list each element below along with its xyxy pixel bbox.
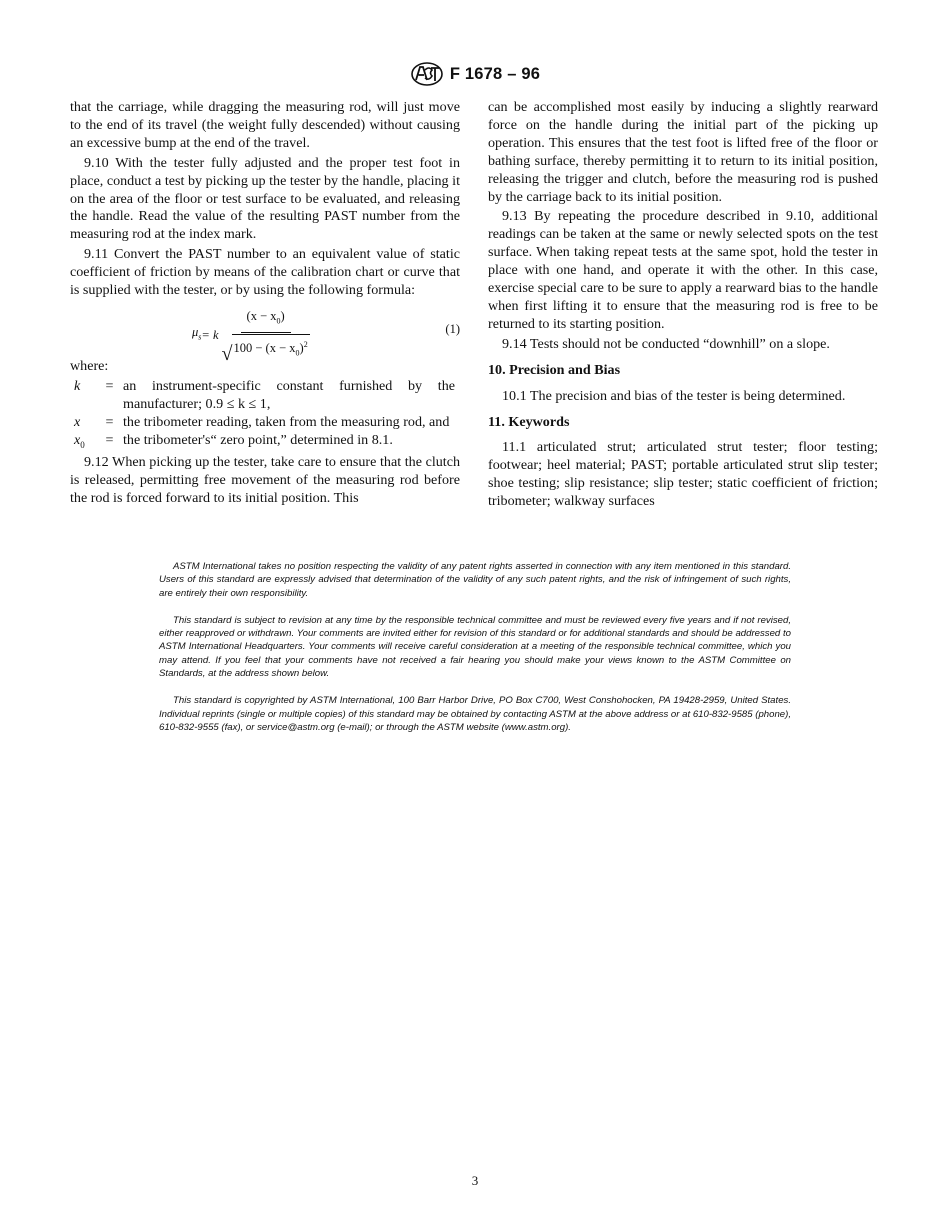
formula-lhs: $\mu_s$ [192, 325, 202, 342]
definition-row: k = an instrument-specific constant furnished by the manufacturer; 0.9 ≤ k ≤ 1, [70, 378, 460, 414]
patent-notice: ASTM International takes no position respecting the validity of any patent rights asserted in connection with any item mentioned in this standard. Users of this standard are expressly advised that determination of the validity of any such patent rights, and the risk of infringement of such rights, are entirely their own responsibility. [159, 561, 791, 599]
definition-symbol: $x_0$ [74, 431, 85, 450]
definition-text: an instrument-specific constant furnished by the manufacturer; 0.9 ≤ k ≤ 1, [123, 377, 455, 412]
formula-numerator: $(x - x_0)$ [241, 308, 291, 333]
paragraph-continued: can be accomplished most easily by inducing a slightly rearward force on the handle during the initial part of the picking up operation. This ensures that the test foot is lifted free of the floor or bathing surface, thereby permitting it to return to its initial position, releasing the trigger and clutch, before the measuring rod is pushed by the carriage back to its initial position. [488, 99, 878, 205]
right-column [488, 99, 878, 513]
standard-designation: F 1678 – 96 [449, 64, 541, 83]
left-column [70, 99, 460, 510]
formula-fraction [222, 308, 310, 363]
definition-text: the tribometer reading, taken from the measuring rod, and [123, 413, 450, 430]
formula-1 [70, 308, 460, 365]
equation-number: (1) [445, 321, 460, 336]
definition-symbol: k [74, 377, 81, 394]
paragraph-9-14: 9.14 Tests should not be conducted “downhill” on a slope. [502, 335, 830, 352]
paragraph-continued: that the carriage, while dragging the measuring rod, will just move to the end of its travel (the weight fully descended) without causing an excessive bump at the end of the travel. [70, 99, 460, 151]
formula-denominator: √ $100 - (x - x_0)^2$ [222, 333, 310, 363]
paragraph-9-12: 9.12 When picking up the tester, take care to ensure that the clutch is released, permitting free movement of the measuring rod before the rod is forced forward to its initial position. This [70, 454, 460, 507]
where-label: where: [70, 357, 109, 374]
page-number: 3 [471, 1173, 479, 1188]
definition-row: $x_0$ = the tribometer's“ zero point,” determined in 8.1. [70, 432, 460, 455]
section-10-heading: 10. Precision and Bias [488, 361, 621, 378]
definitions-list [70, 378, 460, 454]
sqrt-icon: √ [221, 342, 233, 365]
copyright-notice: This standard is copyrighted by ASTM International, 100 Barr Harbor Drive, PO Box C700, West Conshohocken, PA 19428-2959, United States. Individual reprints (single or multiple copies) of this standard may be obtained by contacting ASTM at the above address or at 610-832-9585 (phone), 610-832-9555 (fax), or service@astm.org (e-mail); or through the ASTM website (www.astm.org). [159, 695, 791, 733]
definition-text: the tribometer's“ zero point,” determined in 8.1. [123, 431, 393, 448]
definition-symbol: x [74, 413, 81, 430]
section-11-heading: 11. Keywords [488, 413, 570, 430]
revision-notice: This standard is subject to revision at any time by the responsible technical committee and must be reviewed every five years and if not revised, either reapproved or withdrawn. Your comments are invited either for revision of this standard or for additional standards and should be addressed to ASTM International Headquarters. Your comments will receive careful consideration at a meeting of the responsible technical committee, which you may attend. If you feel that your comments have not received a fair hearing you should make your views known to the ASTM Committee on Standards, at the address shown below. [159, 614, 791, 680]
definition-row: x = the tribometer reading, taken from the measuring rod, and [70, 414, 460, 432]
paragraph-9-10: 9.10 With the tester fully adjusted and the proper test foot in place, conduct a test by picking up the tester by the handle, placing it on the area of the floor or test surface to be evaluated, and releasing the handle. Read the value of the resulting PAST number from the measuring rod at the index mark. [70, 154, 460, 243]
page-header [0, 62, 950, 91]
legal-notices [159, 560, 791, 748]
astm-logo-icon [410, 62, 444, 86]
paragraph-10-1: 10.1 The precision and bias of the tester is being determined. [502, 387, 846, 404]
paragraph-9-11: 9.11 Convert the PAST number to an equivalent value of static coefficient of friction by means of the calibration chart or curve that is supplied with the tester, or by using the following formula: [70, 246, 460, 299]
paragraph-9-13: 9.13 By repeating the procedure described in 9.10, additional readings can be taken at the same or newly selected spots on the test surface. When taking repeat tests at the same spot, hold the tester in place with one hand, and operate it with the other. In this case, exercise special care to be sure to apply a rearward bias to the handle when first lifting it to ensure that the measuring rod is free to be returned to its starting position. [488, 208, 878, 332]
paragraph-11-1: 11.1 articulated strut; articulated strut tester; floor testing; footwear; heel material; PAST; portable articulated strut slip tester; shoe testing; slip resistance; slip tester; static coefficient of friction; tribometer; walkway surfaces [488, 439, 878, 510]
formula-equals-k: = k [201, 327, 219, 342]
